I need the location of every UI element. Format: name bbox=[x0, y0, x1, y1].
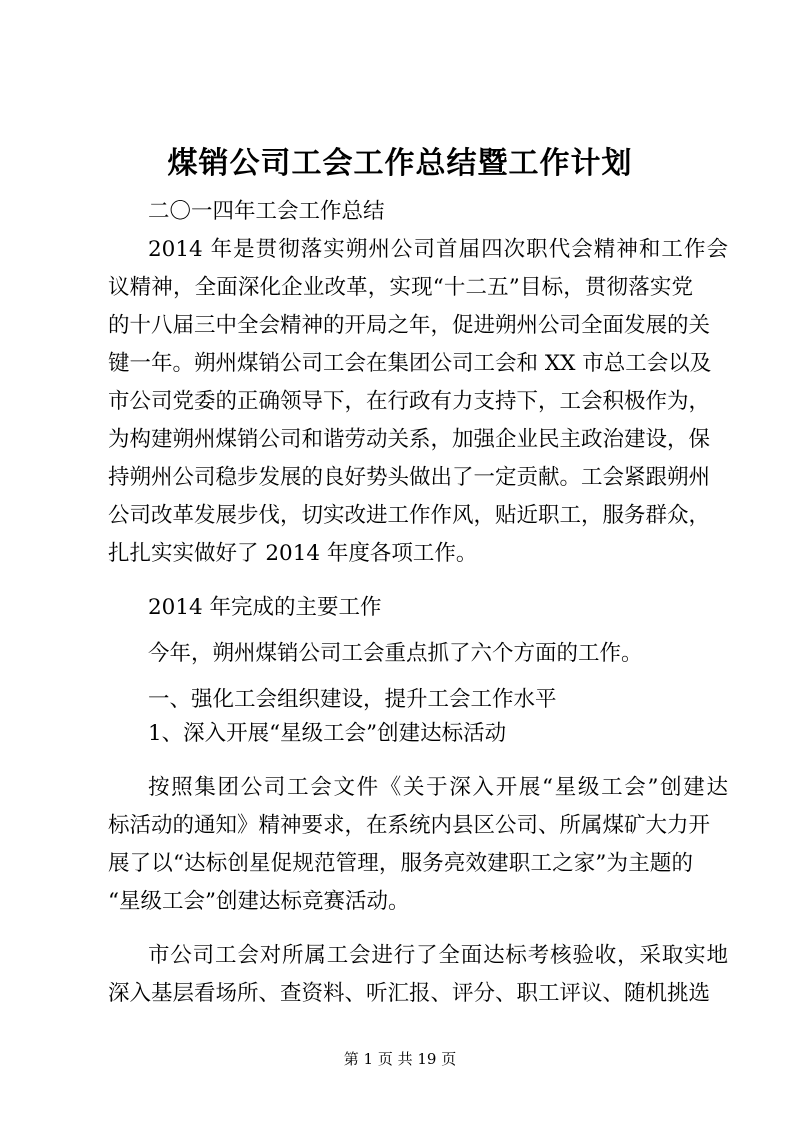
paragraph-line: 为构建朔州煤销公司和谐劳动关系，加强企业民主政治建设，保 bbox=[108, 427, 711, 452]
paragraph-line: 公司改革发展步伐，切实改进工作作风，贴近职工，服务群众， bbox=[108, 503, 711, 528]
paragraph-line: 按照集团公司工会文件《关于深入开展“星级工会”创建达 bbox=[148, 775, 728, 800]
paragraph-line: 市公司党委的正确领导下，在行政有力支持下，工会积极作为， bbox=[108, 389, 711, 414]
paragraph-line: 的十八届三中全会精神的开局之年，促进朔州公司全面发展的关 bbox=[108, 313, 711, 338]
section-subtitle: 二〇一四年工会工作总结 bbox=[148, 199, 385, 224]
paragraph-line: 扎扎实实做好了 2014 年度各项工作。 bbox=[108, 541, 478, 566]
document-title: 煤销公司工会工作总结暨工作计划 bbox=[167, 146, 633, 181]
paragraph-line: 持朔州公司稳步发展的良好势头做出了一定贡献。工会紧跟朔州 bbox=[108, 465, 711, 490]
section-heading: 一、强化工会组织建设，提升工会工作水平 bbox=[148, 687, 557, 712]
paragraph-line: 键一年。朔州煤销公司工会在集团公司工会和 XX 市总工会以及 bbox=[108, 351, 712, 376]
section-heading: 2014 年完成的主要工作 bbox=[148, 595, 382, 620]
page-number-footer: 第 1 页 共 19 页 bbox=[343, 1050, 457, 1068]
paragraph-line: 市公司工会对所属工会进行了全面达标考核验收，采取实地 bbox=[148, 943, 728, 968]
paragraph-line: 展了以“达标创星促规范管理，服务亮效建职工之家”为主题的 bbox=[108, 851, 693, 876]
paragraph-line: 标活动的通知》精神要求，在系统内县区公司、所属煤矿大力开 bbox=[108, 813, 711, 838]
subsection-heading: 1、深入开展“星级工会”创建达标活动 bbox=[148, 721, 507, 746]
paragraph-line: 2014 年是贯彻落实朔州公司首届四次职代会精神和工作会 bbox=[148, 237, 728, 262]
paragraph-line: 议精神，全面深化企业改革，实现“十二五”目标，贯彻落实党 bbox=[108, 275, 693, 300]
paragraph-line: 深入基层看场所、查资料、听汇报、评分、职工评议、随机挑选 bbox=[108, 981, 711, 1006]
paragraph-line: 今年，朔州煤销公司工会重点抓了六个方面的工作。 bbox=[148, 641, 643, 666]
paragraph-line: “星级工会”创建达标竞赛活动。 bbox=[108, 889, 410, 914]
